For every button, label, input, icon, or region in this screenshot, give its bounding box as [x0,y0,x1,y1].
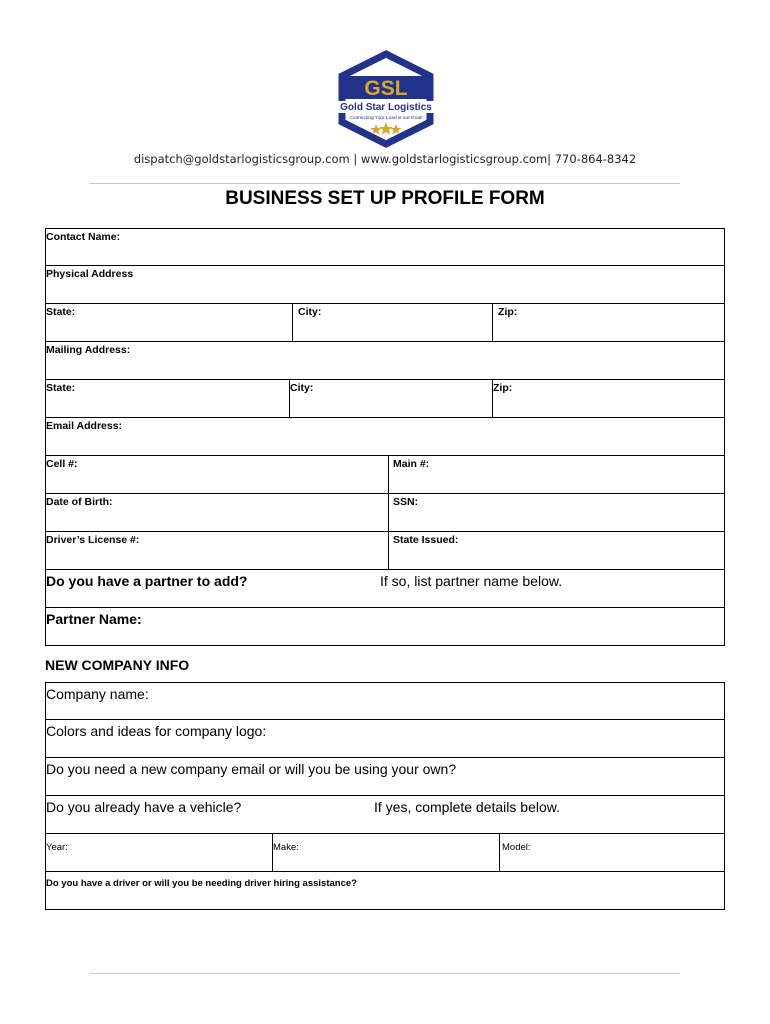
partner-name-row[interactable] [45,608,725,646]
zip-label: Zip: [493,382,513,394]
logo-ideas-label: Colors and ideas for company logo: [46,723,267,739]
form-title: BUSINESS SET UP PROFILE FORM [225,188,545,209]
dob-field[interactable] [46,494,388,531]
model-label: Model: [502,842,531,853]
company-name-row[interactable] [45,682,725,720]
zip-field[interactable] [492,304,724,341]
logo-monogram: GSL [364,77,408,100]
cell-label: Cell #: [46,458,78,470]
ssn-field[interactable] [388,494,724,531]
cell-field[interactable] [46,456,388,493]
driver-question: Do you have a driver or will you be needing driver hiring assistance? [46,878,357,889]
email-label: Email Address: [46,420,123,432]
dob-row [45,494,725,532]
ssn-label: SSN: [393,496,419,508]
header-divider [90,183,680,184]
mailing-location-row [45,380,725,418]
company-email-question: Do you need a new company email or will you be using your own? [46,761,457,777]
year-field[interactable] [46,834,272,871]
mailing-state-field[interactable] [46,380,289,417]
physical-address-label: Physical Address [46,268,134,280]
phone-row [45,456,725,494]
model-field[interactable] [499,834,724,871]
vehicle-question-row [45,796,725,834]
mailing-city-field[interactable] [289,380,493,417]
state-issued-field[interactable] [388,532,724,569]
logo-ideas-row[interactable] [45,720,725,758]
company-section-heading: NEW COMPANY INFO [45,657,190,673]
year-label: Year: [46,842,68,853]
main-label: Main #: [393,458,430,470]
logo-name: Gold Star Logistics [340,102,432,113]
partner-name-label: Partner Name: [46,611,142,627]
physical-location-row [45,304,725,342]
state-issued-label: State Issued: [393,534,459,546]
zip-label: Zip: [498,306,518,318]
company-logo [330,50,442,148]
dob-label: Date of Birth: [46,496,113,508]
contact-name-row[interactable] [45,228,725,266]
physical-address-row[interactable] [45,266,725,304]
license-label: Driver’s License #: [46,534,140,546]
driver-question-row[interactable] [45,872,725,910]
city-label: City: [290,382,314,394]
city-field[interactable] [292,304,493,341]
partner-note: If so, list partner name below. [380,573,563,589]
vehicle-note: If yes, complete details below. [374,799,560,815]
contact-name-label: Contact Name: [46,231,121,243]
make-field[interactable] [272,834,500,871]
company-email-row[interactable] [45,758,725,796]
state-label: State: [46,306,76,318]
mailing-address-row[interactable] [45,342,725,380]
mailing-zip-field[interactable] [492,380,724,417]
license-field[interactable] [46,532,388,569]
state-field[interactable] [46,304,292,341]
make-label: Make: [273,842,299,853]
license-row [45,532,725,570]
city-label: City: [298,306,322,318]
logo-tagline: Connecting Your Load is our Goal! [349,116,423,121]
partner-question-row [45,570,725,608]
company-name-label: Company name: [46,686,149,702]
contact-info: dispatch@goldstarlogisticsgroup.com | www.goldstarlogisticsgroup.com| 770-864-8342 [133,152,637,166]
mailing-address-label: Mailing Address: [46,344,131,356]
vehicle-question: Do you already have a vehicle? [46,799,242,815]
partner-question: Do you have a partner to add? [46,573,248,589]
vehicle-details-row [45,834,725,872]
main-field[interactable] [388,456,724,493]
state-label: State: [46,382,76,394]
email-row[interactable] [45,418,725,456]
footer-divider [90,973,680,974]
